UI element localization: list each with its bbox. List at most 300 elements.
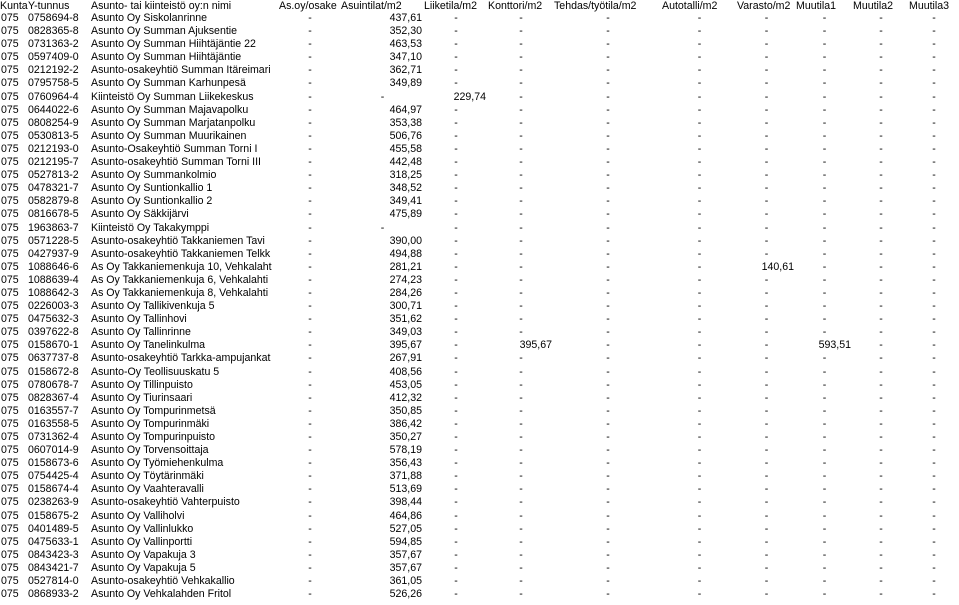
y-tunnus-cell: 0401489-5 [28,522,79,535]
table-row [0,195,959,208]
as-oy-osake-cell: - [308,234,312,247]
varasto-cell: - [764,90,769,103]
muutila2-cell: - [879,12,883,24]
as-oy-osake-cell: - [308,90,312,103]
muutila3-cell: - [932,365,936,378]
name-cell: Asunto-Osakeyhtiö Summan Torni I [91,142,258,155]
as-oy-osake-cell: - [308,391,312,404]
muutila1-cell: - [822,221,827,234]
autotalli-cell: - [697,548,702,561]
varasto-cell: - [764,561,769,574]
name-cell: As Oy Takkaniemenkuja 10, Vehkalaht [91,260,272,273]
liiketila-cell: - [454,496,458,509]
autotalli-cell: - [697,417,702,430]
kunta-cell: 075 [1,575,19,588]
muutila3-cell: - [932,575,936,588]
y-tunnus-cell: 0478321-7 [28,182,79,195]
muutila1-cell: - [822,38,827,51]
name-cell: Asunto Oy Summan Muurikainen [91,129,247,142]
as-oy-osake-cell: - [308,51,312,64]
kunta-cell: 075 [1,588,19,601]
konttori-cell: - [519,522,523,535]
tehdas-cell: - [606,77,610,90]
table-row [0,483,959,496]
muutila2-cell: - [879,548,883,561]
as-oy-osake-cell: - [308,575,312,588]
muutila2-cell: - [879,326,883,339]
name-cell: Asunto Oy Vapakuja 5 [91,561,196,574]
varasto-cell: - [764,286,769,299]
name-cell: Asunto Oy Summan Karhunpesä [91,77,246,90]
muutila3-cell: - [932,129,936,142]
liiketila-cell: - [454,588,458,601]
table-row [0,25,959,38]
y-tunnus-cell: 0238263-9 [28,496,79,509]
muutila2-cell: - [879,247,883,260]
tehdas-cell: - [606,38,610,51]
muutila1-cell: - [822,234,827,247]
muutila3-cell: - [932,182,936,195]
konttori-cell: - [519,417,523,430]
varasto-cell: - [764,313,769,326]
autotalli-cell: - [697,142,702,155]
muutila3-cell: - [932,431,936,443]
konttori-cell: - [519,64,523,77]
liiketila-cell: - [454,509,458,522]
muutila3-cell: - [932,548,936,561]
varasto-cell: - [764,470,769,483]
muutila1-cell: - [822,391,827,404]
muutila3-cell: - [932,535,936,548]
y-tunnus-cell: 0637737-8 [28,352,79,365]
autotalli-cell: - [697,273,702,286]
konttori-cell: - [519,365,523,378]
table-row [0,562,959,575]
muutila1-cell: - [822,103,827,116]
y-tunnus-cell: 0758694-8 [28,12,79,24]
table-row [0,405,959,418]
name-cell: Asunto-osakeyhtiö Vehkakallio [91,575,235,588]
tehdas-cell: - [606,273,610,286]
tehdas-cell: - [606,208,610,221]
varasto-cell: - [764,496,769,509]
y-tunnus-cell: 0828365-8 [28,25,79,38]
konttori-cell: - [519,234,523,247]
y-tunnus-cell: 0731363-2 [28,38,79,51]
as-oy-osake-cell: - [308,208,312,221]
asuintilat-cell: 347,10 [389,51,422,64]
liiketila-cell: - [454,561,458,574]
muutila2-cell: - [879,561,883,574]
varasto-cell: - [764,326,769,339]
name-cell: Asunto Oy Tillinpuisto [91,378,193,391]
konttori-cell: - [519,182,523,195]
liiketila-cell: - [454,470,458,483]
name-cell: Asunto-osakeyhtiö Vahterpuisto [91,496,240,509]
name-cell: Asunto Oy Töytärinmäki [91,470,204,483]
as-oy-osake-cell: - [308,260,312,273]
tehdas-cell: - [606,286,610,299]
autotalli-cell: - [697,300,702,313]
asuintilat-cell: 274,23 [389,273,422,286]
liiketila-cell: - [454,457,458,470]
name-cell: As Oy Takkaniemenkuja 8, Vehkalahti [91,286,269,299]
y-tunnus-cell: 0816678-5 [28,208,79,221]
muutila1-cell: - [822,457,827,470]
name-cell: Asunto Oy Siskolanrinne [91,12,208,24]
muutila3-cell: - [932,457,936,470]
tehdas-cell: - [606,103,610,116]
konttori-cell: - [519,352,523,365]
tehdas-cell: - [606,234,610,247]
konttori-cell: - [519,38,523,51]
muutila3-cell: - [932,378,936,391]
table-row [0,470,959,483]
table-row [0,392,959,405]
autotalli-cell: - [697,169,702,182]
y-tunnus-cell: 1088639-4 [28,273,79,286]
varasto-cell: - [764,38,769,51]
varasto-cell: - [764,221,769,234]
muutila1-cell: - [822,142,827,155]
konttori-cell: - [519,195,523,208]
table-row [0,91,959,104]
table-row [0,326,959,339]
muutila1-cell: - [822,548,827,561]
table-row [0,352,959,365]
name-cell: Asunto Oy Säkkijärvi [91,208,189,221]
autotalli-cell: - [697,286,702,299]
konttori-cell: - [519,404,523,417]
tehdas-cell: - [606,339,610,352]
table-row [0,510,959,523]
table-row [0,117,959,130]
y-tunnus-cell: 0527813-2 [28,169,79,182]
konttori-cell: - [519,548,523,561]
muutila1-cell: - [822,535,827,548]
kunta-cell: 075 [1,116,19,129]
varasto-cell: - [764,234,769,247]
tehdas-cell: - [606,483,610,496]
muutila3-cell: - [932,195,936,208]
autotalli-cell: - [697,535,702,548]
autotalli-cell: - [697,221,702,234]
tehdas-cell: - [606,431,610,443]
col-header-liiketila: Liiketila/m2 [424,0,477,12]
table-row [0,261,959,274]
liiketila-cell: - [454,339,458,352]
y-tunnus-cell: 0760964-4 [28,90,79,103]
muutila2-cell: - [879,208,883,221]
autotalli-cell: - [697,522,702,535]
muutila2-cell: - [879,365,883,378]
asuintilat-cell: 357,67 [389,561,422,574]
as-oy-osake-cell: - [308,483,312,496]
asuintilat-cell: 578,19 [389,444,422,457]
autotalli-cell: - [697,25,702,38]
autotalli-cell: - [697,129,702,142]
name-cell: Asunto Oy Vaahteravalli [91,483,204,496]
y-tunnus-cell: 0427937-9 [28,247,79,260]
kunta-cell: 075 [1,156,19,169]
konttori-cell: - [519,25,523,38]
muutila2-cell: - [879,90,883,103]
muutila2-cell: - [879,352,883,365]
name-cell: Asunto Oy Summan Hiihtäjäntie [91,51,242,64]
autotalli-cell: - [697,51,702,64]
tehdas-cell: - [606,561,610,574]
tehdas-cell: - [606,25,610,38]
muutila2-cell: - [879,25,883,38]
table-row [0,418,959,431]
tehdas-cell: - [606,129,610,142]
y-tunnus-cell: 0163557-7 [28,404,79,417]
name-cell: Asunto Oy Tallinrinne [91,326,191,339]
y-tunnus-cell: 0582879-8 [28,195,79,208]
muutila1-cell: - [822,404,827,417]
y-tunnus-cell: 0607014-9 [28,444,79,457]
liiketila-cell: - [454,417,458,430]
kunta-cell: 075 [1,182,19,195]
name-cell: Asunto Oy Summan Hiihtäjäntie 22 [91,38,256,51]
y-tunnus-cell: 0530813-5 [28,129,79,142]
y-tunnus-cell: 0795758-5 [28,77,79,90]
varasto-cell: - [764,300,769,313]
liiketila-cell: - [454,352,458,365]
tehdas-cell: - [606,352,610,365]
tehdas-cell: - [606,12,610,24]
asuintilat-cell: 348,52 [389,182,422,195]
varasto-cell: - [764,142,769,155]
autotalli-cell: - [697,509,702,522]
muutila3-cell: - [932,221,936,234]
liiketila-cell: - [454,247,458,260]
varasto-cell: - [764,431,769,443]
muutila3-cell: - [932,483,936,496]
name-cell: Asunto Oy Tompurinmäki [91,417,210,430]
autotalli-cell: - [697,483,702,496]
tehdas-cell: - [606,221,610,234]
muutila1-cell: - [822,417,827,430]
muutila3-cell: - [932,169,936,182]
asuintilat-cell: 412,32 [389,391,422,404]
col-header-y-tunnus: Y-tunnus [28,0,70,12]
varasto-cell: - [764,575,769,588]
y-tunnus-cell: 0828367-4 [28,391,79,404]
muutila3-cell: - [932,77,936,90]
muutila1-cell: - [822,12,827,24]
as-oy-osake-cell: - [308,195,312,208]
liiketila-cell: - [454,129,458,142]
muutila3-cell: - [932,51,936,64]
as-oy-osake-cell: - [308,300,312,313]
konttori-cell: - [519,247,523,260]
muutila1-cell: - [822,352,827,365]
table-row [0,12,959,25]
liiketila-cell: - [454,575,458,588]
as-oy-osake-cell: - [308,352,312,365]
table-row [0,64,959,77]
varasto-cell: - [764,352,769,365]
asuintilat-cell: 395,67 [389,339,422,352]
autotalli-cell: - [697,588,702,601]
muutila2-cell: - [879,588,883,601]
muutila2-cell: - [879,339,883,352]
muutila3-cell: - [932,339,936,352]
muutila3-cell: - [932,156,936,169]
kunta-cell: 075 [1,247,19,260]
as-oy-osake-cell: - [308,77,312,90]
table-row [0,51,959,64]
asuintilat-cell: - [380,221,385,234]
muutila3-cell: - [932,286,936,299]
y-tunnus-cell: 0158670-1 [28,339,79,352]
name-cell: Kiinteistö Oy Summan Liikekeskus [91,90,254,103]
muutila2-cell: - [879,378,883,391]
muutila1-cell: - [822,588,827,601]
liiketila-cell: - [454,156,458,169]
kunta-cell: 075 [1,522,19,535]
table-row [0,208,959,221]
kunta-cell: 075 [1,483,19,496]
asuintilat-cell: 361,05 [389,575,422,588]
muutila1-cell: - [822,116,827,129]
name-cell: Asunto Oy Työmiehenkulma [91,457,224,470]
konttori-cell: - [519,90,523,103]
konttori-cell: - [519,496,523,509]
konttori-cell: - [519,142,523,155]
autotalli-cell: - [697,234,702,247]
table-row [0,496,959,509]
kunta-cell: 075 [1,77,19,90]
muutila3-cell: - [932,273,936,286]
kunta-cell: 075 [1,326,19,339]
liiketila-cell: - [454,116,458,129]
asuintilat-cell: 455,58 [389,142,422,155]
col-header-muutila1: Muutila1 [796,0,837,12]
liiketila-cell: - [454,300,458,313]
as-oy-osake-cell: - [308,156,312,169]
asuintilat-cell: 398,44 [389,496,422,509]
asuintilat-cell: 284,26 [389,286,422,299]
muutila2-cell: - [879,64,883,77]
name-cell: Asunto Oy Tompurinpuisto [91,431,216,443]
muutila1-cell: - [822,365,827,378]
asuintilat-cell: 349,89 [389,77,422,90]
varasto-cell: - [764,417,769,430]
muutila1-cell: - [822,300,827,313]
liiketila-cell: - [454,25,458,38]
name-cell: Kiinteistö Oy Takakymppi [91,221,210,234]
tehdas-cell: - [606,247,610,260]
kunta-cell: 075 [1,509,19,522]
muutila1-cell: - [822,129,827,142]
as-oy-osake-cell: - [308,129,312,142]
asuintilat-cell: 526,26 [389,588,422,601]
liiketila-cell: - [454,535,458,548]
as-oy-osake-cell: - [308,247,312,260]
muutila1-cell: - [822,378,827,391]
kunta-cell: 075 [1,195,19,208]
asuintilat-cell: 352,30 [389,25,422,38]
autotalli-cell: - [697,431,702,443]
as-oy-osake-cell: - [308,561,312,574]
konttori-cell: - [519,588,523,601]
tehdas-cell: - [606,588,610,601]
muutila3-cell: - [932,444,936,457]
liiketila-cell: - [454,444,458,457]
autotalli-cell: - [697,444,702,457]
liiketila-cell: - [454,221,458,234]
table-row [0,300,959,313]
tehdas-cell: - [606,182,610,195]
as-oy-osake-cell: - [308,496,312,509]
tehdas-cell: - [606,444,610,457]
kunta-cell: 075 [1,234,19,247]
muutila2-cell: - [879,313,883,326]
muutila1-cell: - [822,195,827,208]
col-header-muutila2: Muutila2 [853,0,894,12]
konttori-cell: - [519,313,523,326]
muutila3-cell: - [932,12,936,24]
name-cell: Asunto-osakeyhtiö Takkaniemen Tavi [91,234,265,247]
kunta-cell: 075 [1,535,19,548]
muutila1-cell: - [822,575,827,588]
kunta-cell: 075 [1,260,19,273]
kunta-cell: 075 [1,129,19,142]
muutila1-cell: - [822,51,827,64]
konttori-cell: - [519,208,523,221]
y-tunnus-cell: 1088642-3 [28,286,79,299]
muutila2-cell: - [879,142,883,155]
varasto-cell: - [764,208,769,221]
muutila2-cell: - [879,38,883,51]
kunta-cell: 075 [1,51,19,64]
muutila3-cell: - [932,208,936,221]
name-cell: Asunto Oy Vapakuja 3 [91,548,196,561]
liiketila-cell: - [454,483,458,496]
konttori-cell: - [519,12,523,24]
kunta-cell: 075 [1,339,19,352]
muutila2-cell: - [879,221,883,234]
muutila1-cell: - [822,326,827,339]
konttori-cell: - [519,378,523,391]
muutila2-cell: - [879,404,883,417]
name-cell: Asunto Oy Summan Marjatanpolku [91,116,256,129]
konttori-cell: - [519,129,523,142]
varasto-cell: - [764,483,769,496]
liiketila-cell: - [454,431,458,443]
autotalli-cell: - [697,64,702,77]
as-oy-osake-cell: - [308,535,312,548]
muutila1-cell: - [822,509,827,522]
liiketila-cell: - [454,326,458,339]
konttori-cell: - [519,326,523,339]
autotalli-cell: - [697,457,702,470]
name-cell: Asunto Oy Suntionkallio 1 [91,182,213,195]
muutila1-cell: - [822,208,827,221]
muutila3-cell: - [932,496,936,509]
konttori-cell: - [519,77,523,90]
col-header-tehdas: Tehdas/työtila/m2 [554,0,637,12]
muutila2-cell: - [879,273,883,286]
tehdas-cell: - [606,535,610,548]
asuintilat-cell: 494,88 [389,247,422,260]
muutila3-cell: - [932,234,936,247]
y-tunnus-cell: 0158672-8 [28,365,79,378]
as-oy-osake-cell: - [308,444,312,457]
liiketila-cell: - [454,286,458,299]
